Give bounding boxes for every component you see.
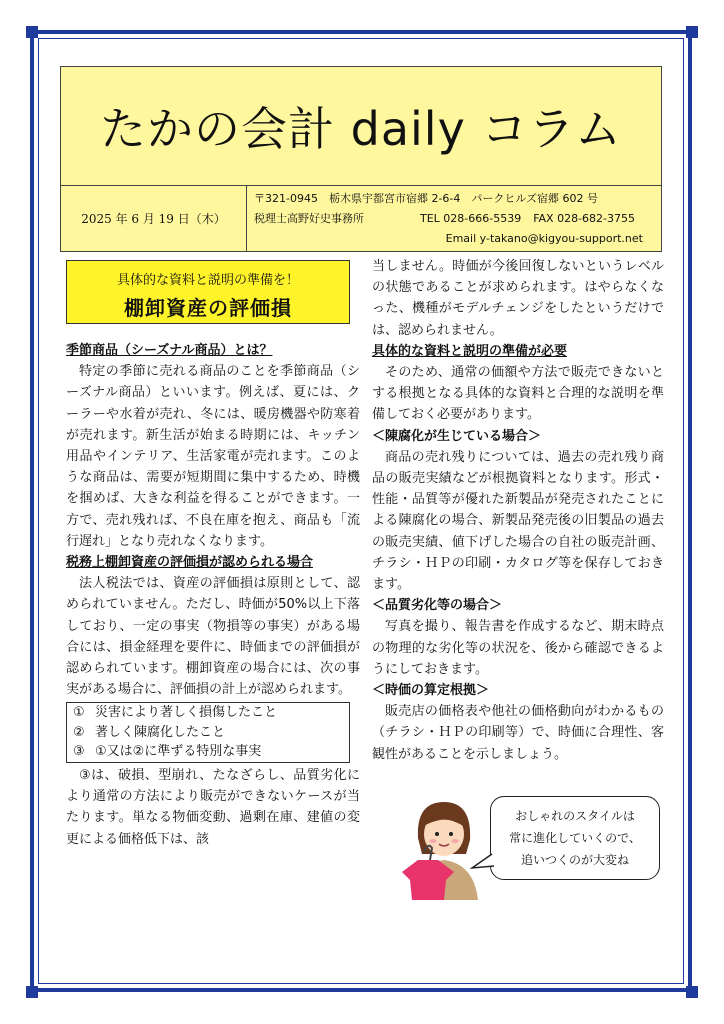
bubble-tail-icon — [470, 852, 496, 872]
bubble-line: おしゃれのスタイルは — [515, 809, 635, 823]
list-item: ① 災害により著しく損傷したこと — [73, 705, 278, 721]
shopper-illustration — [400, 792, 668, 900]
subsection-heading: ＜時価の算定根拠＞ — [372, 683, 490, 699]
corner-ornament — [26, 26, 38, 38]
masthead — [60, 66, 662, 186]
section-heading: 税務上棚卸資産の評価損が認められる場合 — [66, 555, 314, 571]
left-column — [66, 256, 360, 850]
office-name: 税理士高野好史事務所 — [254, 212, 364, 225]
list-item: ② 著しく陳腐化したこと — [73, 724, 226, 740]
office-tel: TEL 028-666-5539 — [420, 212, 522, 225]
right-column — [372, 256, 664, 765]
masthead-info — [60, 186, 662, 252]
speech-bubble — [490, 796, 660, 880]
article-title: 棚卸資産の評価損 — [124, 296, 292, 320]
office-address: 〒321-0945 栃木県宇都宮市宿郷 2-6-4 パークヒルズ宿郷 602 号 — [254, 192, 599, 205]
paragraph: 当しません。時価が今後回復しないというレベルの状態であることが求められます。はやらなくなった、機種がモデルチェンジをしたというだけでは、認められません。 — [372, 259, 664, 338]
requirements-list — [66, 702, 350, 763]
bubble-line: 追いつくのが大変ね — [520, 853, 629, 867]
paragraph: 写真を撮り、報告書を作成するなど、期末時点の物理的な劣化等の状況を、後から確認できるようにしておきます。 — [372, 619, 664, 677]
subsection-heading: ＜品質劣化等の場合＞ — [372, 598, 503, 614]
office-email: Email y-takano@kigyou-support.net — [445, 232, 643, 245]
corner-ornament — [26, 986, 38, 998]
section-heading: 季節商品（シーズナル商品）とは？ — [66, 343, 273, 358]
paragraph: ③は、破損、型崩れ、たなざらし、品質劣化により通常の方法により販売ができないケースが当たります。単なる物価変動、過剰在庫、建値の変更による価格低下は、該 — [66, 767, 360, 847]
paragraph: 販売店の価格表や他社の価格動向がわかるもの（チラシ・ＨＰの印刷等）で、時価に合理性、客観性があることを示しましょう。 — [372, 704, 664, 762]
office-contact — [254, 189, 657, 249]
section-heading: 具体的な資料と説明の準備が必要 — [372, 343, 568, 359]
paragraph: 商品の売れ残りについては、過去の売れ残り商品の販売実績などが根拠資料となります。形式・性能・品質等が優れた新製品が発売されたことによる陳腐化の場合、新製品発売後の旧製品の過去の販売実績、値下げした場合の自社の販売計画、チラシ・ＨＰの印刷・カタログ等を保存しておきます。 — [372, 449, 664, 593]
paragraph: 特定の季節に売れる商品のことを季節商品（シーズナル商品）といいます。例えば、夏には、クーラーや水着が売れ、冬には、暖房機器や防寒着が売れます。新生活が始まる時期には、キッチン用品やインテリア、生活家電が売れます。このような商品は、需要が短期間に集中するため、時機を掴めば、大きな利益を得ることができます。一方で、売れ残れば、不良在庫を抱え、商品も「流行遅れ」となり売れなくなります。 — [66, 364, 360, 549]
corner-ornament — [686, 26, 698, 38]
corner-ornament — [686, 986, 698, 998]
woman-with-clothes-icon — [400, 792, 500, 900]
subsection-heading: ＜陳腐化が生じている場合＞ — [372, 428, 542, 444]
office-fax: FAX 028-682-3755 — [533, 212, 636, 225]
issue-date: 2025 年 6 月 19 日（木） — [61, 186, 247, 251]
paragraph: 法人税法では、資産の評価損は原則として、認められていません。ただし、時価が50%以上下落しており、一定の事実（物損等の事実）がある場合には、損金経理を要件に、時価までの評価損が認められています。棚卸資産の場合には、次の事実がある場合に、評価損の計上が認められます。 — [66, 576, 360, 698]
masthead-title: たかの会計 daily コラム — [100, 102, 622, 156]
paragraph: そのため、通常の価額や方法で販売できないとする根拠となる具体的な資料と合理的な説明を準備しておく必要があります。 — [372, 365, 664, 423]
list-item: ③ ①又は②に準ずる特別な事実 — [73, 744, 262, 760]
article-subtitle: 具体的な資料と説明の準備を！ — [116, 273, 299, 288]
article-banner — [66, 260, 350, 324]
bubble-line: 常に進化していくので、 — [509, 831, 641, 845]
office-line — [254, 209, 657, 229]
